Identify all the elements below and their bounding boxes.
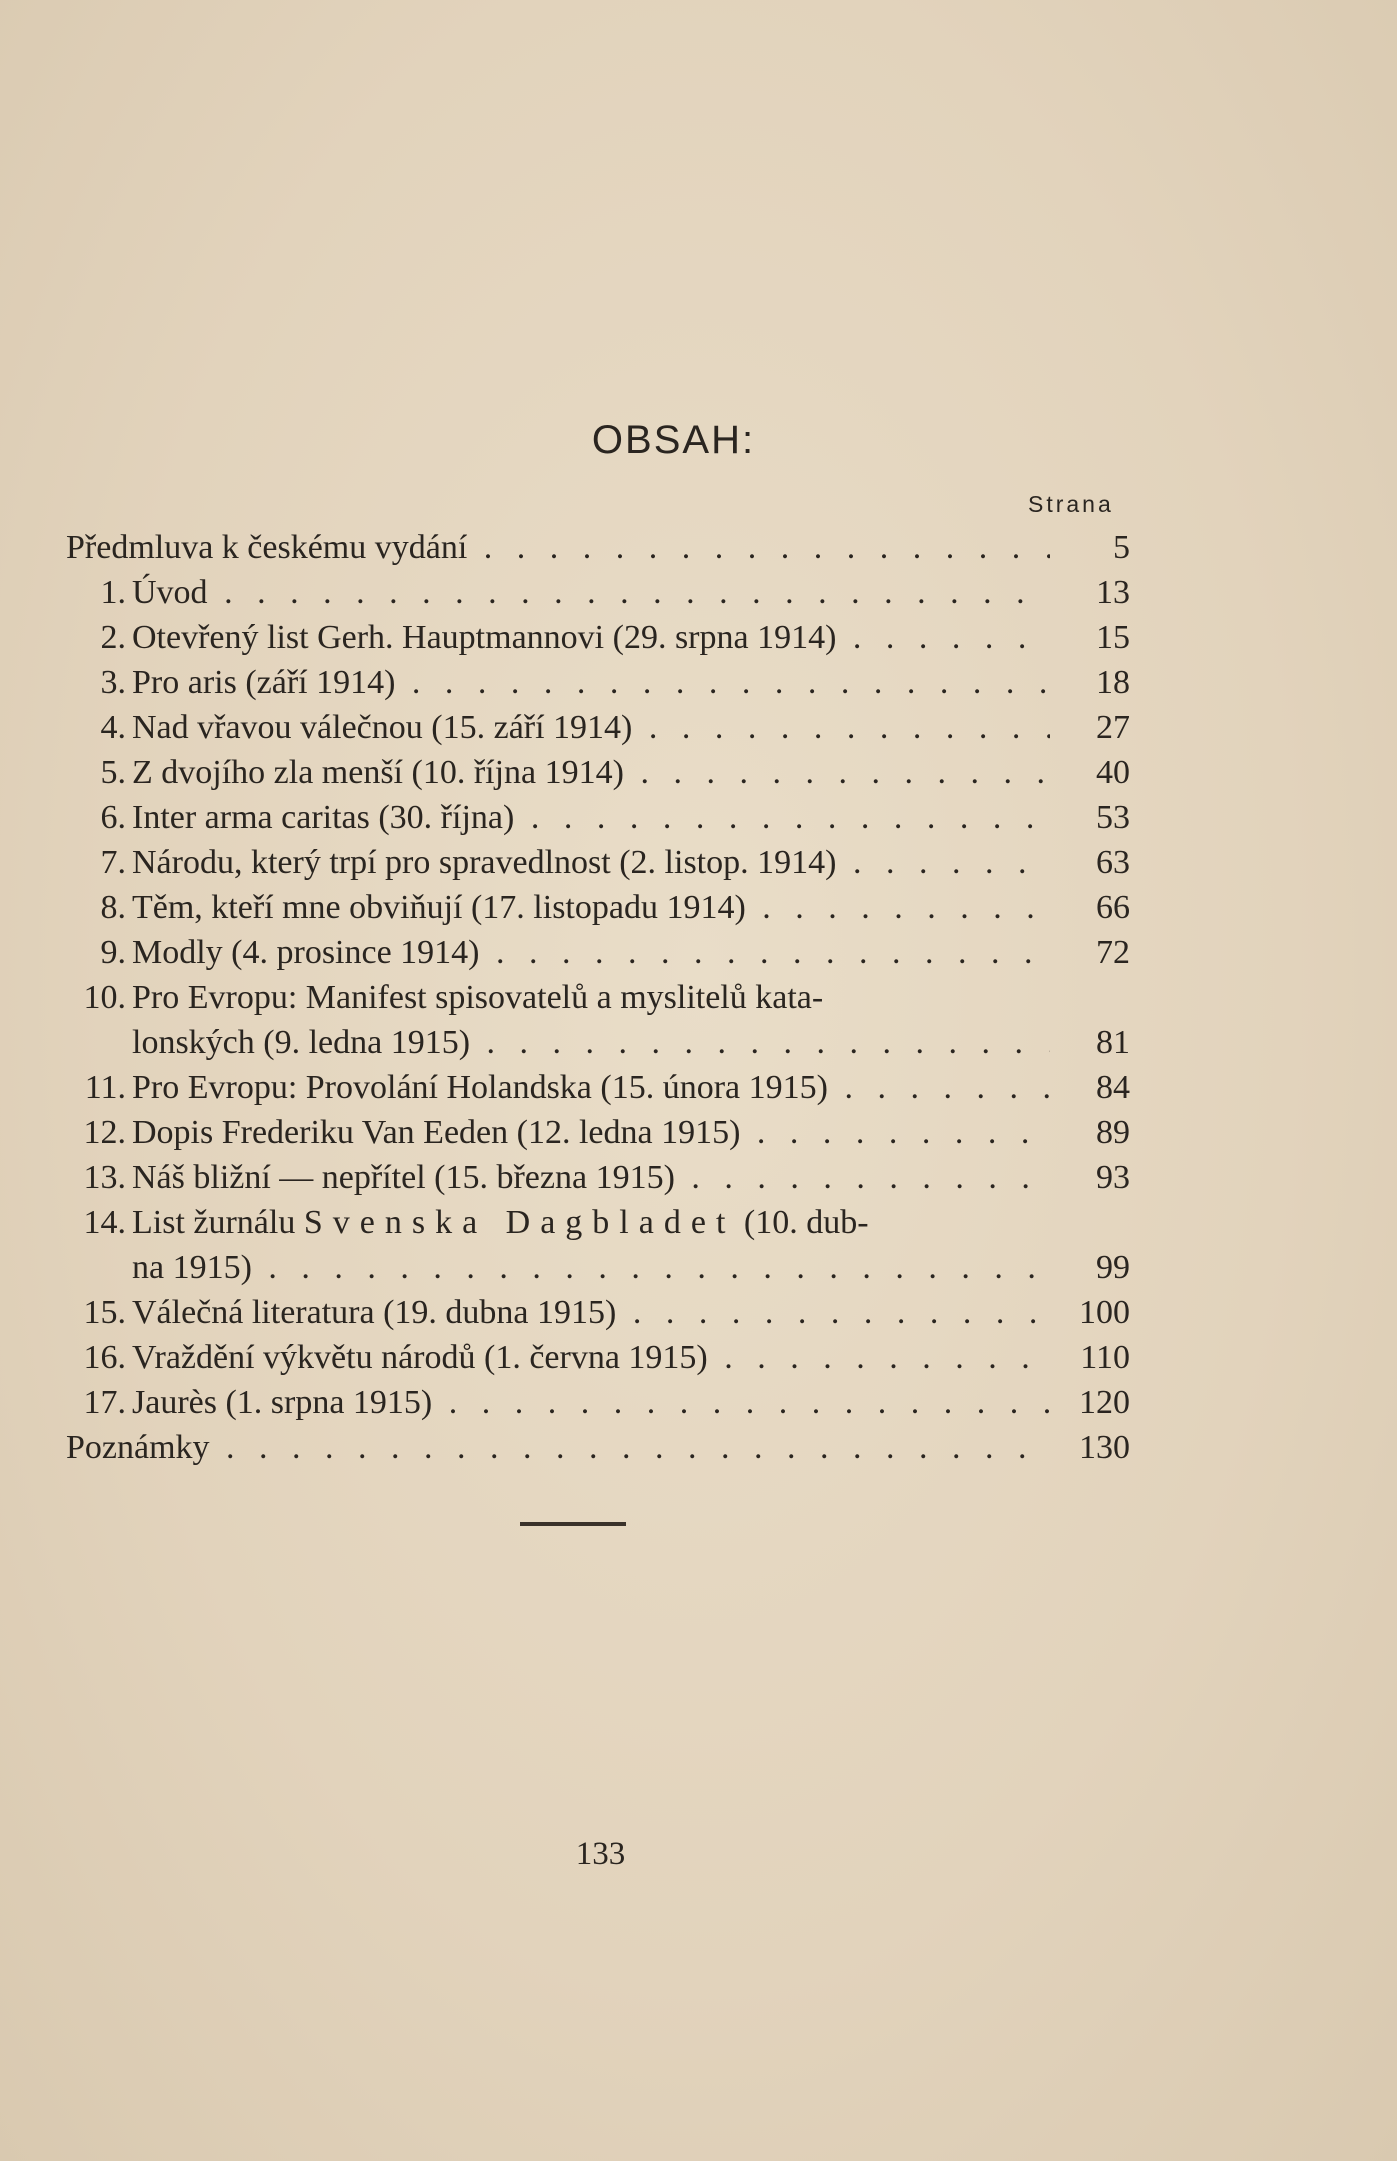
divider-rule [520, 1522, 626, 1526]
toc-entry [66, 795, 1130, 840]
toc-entry [66, 750, 1130, 795]
toc-entry [66, 525, 1130, 570]
entry-page: 110 [1080, 1339, 1130, 1376]
page-column-label: Strana [1028, 491, 1114, 517]
entry-number: 7. [100, 844, 126, 881]
entry-title: Předmluva k českému vydání . . . [66, 525, 1050, 570]
entry-title-part: (10. dub- [735, 1204, 869, 1241]
entry-number: 15. [83, 1294, 126, 1331]
toc-entry [66, 1425, 1130, 1470]
entry-number: 5. [100, 754, 126, 791]
newspaper-name: Svenska Dagbladet [303, 1204, 736, 1241]
entry-number: 9. [100, 934, 126, 971]
entry-number: 6. [100, 799, 126, 836]
toc-entry [66, 1380, 1130, 1425]
entry-title: Pro Evropu: Provolání Holandska (15. února 1915) . . . [132, 1065, 1050, 1110]
entry-title: Jaurès (1. srpna 1915) . . . [132, 1380, 1050, 1425]
entry-title: Válečná literatura (19. dubna 1915) . . . [132, 1290, 1050, 1335]
entry-page: 93 [1096, 1159, 1130, 1196]
entry-title: Poznámky . . . [66, 1425, 1050, 1470]
toc-entry [66, 1155, 1130, 1200]
entry-number: 4. [100, 709, 126, 746]
entry-page: 40 [1096, 754, 1130, 791]
entry-number: 12. [83, 1114, 126, 1151]
entry-title: Inter arma caritas (30. října) . . . [132, 795, 1050, 840]
toc-entry [66, 930, 1130, 975]
entry-number: 2. [100, 619, 126, 656]
entry-number: 3. [100, 664, 126, 701]
entry-number: 8. [100, 889, 126, 926]
entry-page: 100 [1079, 1294, 1130, 1331]
entry-page: 81 [1096, 1024, 1130, 1061]
entry-title: Těm, kteří mne obviňují (17. listopadu 1914) . . . [132, 885, 1050, 930]
toc-entry [66, 1335, 1130, 1380]
entry-page: 15 [1096, 619, 1130, 656]
entry-page: 18 [1096, 664, 1130, 701]
entry-page: 99 [1096, 1249, 1130, 1286]
toc-entry-continuation [66, 1245, 1130, 1290]
entry-page: 120 [1079, 1384, 1130, 1421]
toc-entry [66, 660, 1130, 705]
table-of-contents [66, 525, 1130, 1470]
entry-title: Otevřený list Gerh. Hauptmannovi (29. srpna 1914) . . . [132, 615, 1050, 660]
toc-entry-continuation [66, 1020, 1130, 1065]
entry-page: 63 [1096, 844, 1130, 881]
entry-title: Pro aris (září 1914) . . . [132, 660, 1050, 705]
entry-number: 14. [83, 1204, 126, 1241]
entry-title: Z dvojího zla menší (10. října 1914) . . . [132, 750, 1050, 795]
entry-page: 13 [1096, 574, 1130, 611]
entry-title-part: List žurnálu [132, 1204, 304, 1241]
entry-page: 53 [1096, 799, 1130, 836]
entry-page: 66 [1096, 889, 1130, 926]
entry-number: 13. [83, 1159, 126, 1196]
entry-number: 10. [83, 979, 126, 1016]
toc-entry [66, 1200, 1130, 1245]
toc-entry [66, 840, 1130, 885]
entry-title: Náš bližní — nepřítel (15. března 1915) . . . [132, 1155, 1050, 1200]
entry-title: lonských (9. ledna 1915) . . . [132, 1020, 1050, 1065]
entry-number: 1. [100, 574, 126, 611]
entry-number: 16. [83, 1339, 126, 1376]
entry-title: Národu, který trpí pro spravedlnost (2. listop. 1914) . . . [132, 840, 1050, 885]
toc-entry [66, 1065, 1130, 1110]
entry-title [132, 1200, 1050, 1245]
entry-title: Modly (4. prosince 1914) . . . [132, 930, 1050, 975]
toc-entry [66, 1290, 1130, 1335]
entry-title: Vraždění výkvětu národů (1. června 1915) . . . [132, 1335, 1050, 1380]
toc-entry [66, 885, 1130, 930]
toc-entry [66, 975, 1130, 1020]
entry-number: 11. [84, 1069, 126, 1106]
toc-entry [66, 1110, 1130, 1155]
entry-page: 72 [1096, 934, 1130, 971]
entry-page: 89 [1096, 1114, 1130, 1151]
toc-entry [66, 615, 1130, 660]
entry-title: na 1915) . . . [132, 1245, 1050, 1290]
entry-title: Pro Evropu: Manifest spisovatelů a myslitelů kata- [132, 979, 824, 1016]
toc-entry [66, 705, 1130, 750]
page-title: OBSAH: [591, 418, 756, 462]
entry-title: Nad vřavou válečnou (15. září 1914) . . . [132, 705, 1050, 750]
entry-page: 130 [1079, 1429, 1130, 1466]
page-number: 133 [575, 1836, 626, 1872]
entry-page: 5 [1113, 529, 1130, 566]
entry-number: 17. [83, 1384, 126, 1421]
entry-title: Úvod . . . [132, 570, 1050, 615]
entry-page: 27 [1096, 709, 1130, 746]
entry-page: 84 [1096, 1069, 1130, 1106]
entry-title: Dopis Frederiku Van Eeden (12. ledna 1915) . . . [132, 1110, 1050, 1155]
toc-entry [66, 570, 1130, 615]
